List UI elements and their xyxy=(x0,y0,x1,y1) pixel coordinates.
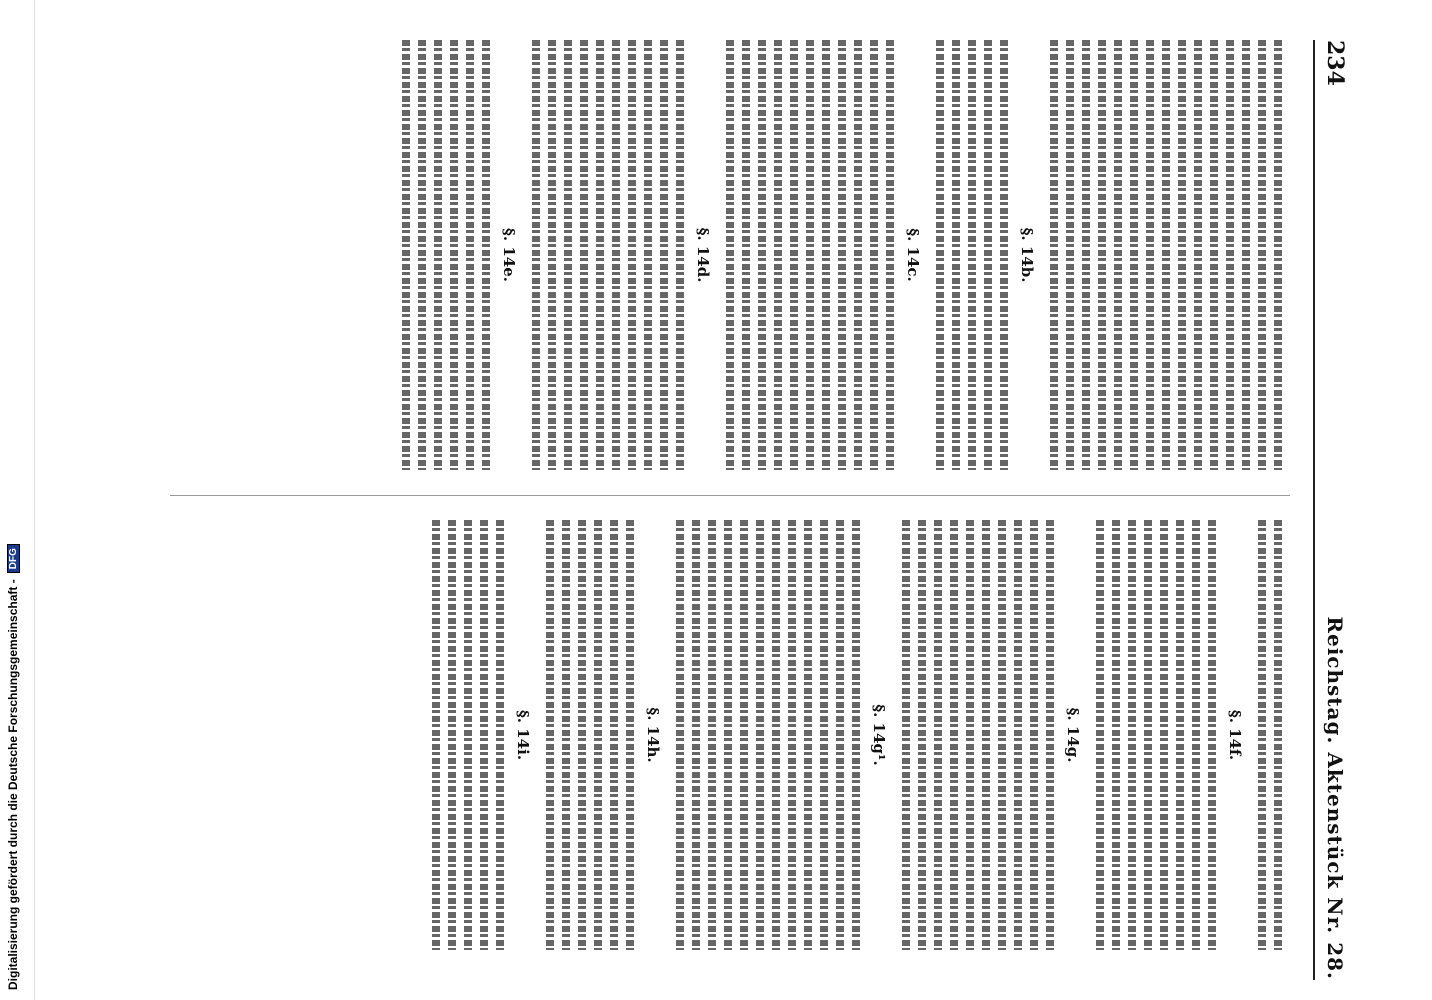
section-heading: §. 14f. xyxy=(1226,709,1244,761)
left-column xyxy=(170,40,1290,470)
dfg-logo-icon: DFG xyxy=(7,544,20,573)
digitization-credit xyxy=(6,544,20,990)
section-heading: §. 14h. xyxy=(644,707,662,763)
column-divider xyxy=(170,495,1290,496)
credit-text: Digitalisierung gefördert durch die Deutsche Forschungsgemeinschaft - xyxy=(6,579,20,990)
section-heading: §. 14g. xyxy=(1064,707,1082,763)
section-heading: §. 14c. xyxy=(904,228,922,282)
section-heading: §. 14g¹. xyxy=(870,704,888,766)
section-heading: §. 14i. xyxy=(514,709,532,761)
section-heading: §. 14b. xyxy=(1018,227,1036,283)
page-number: 234 xyxy=(1322,40,1348,86)
section-heading: §. 14d. xyxy=(694,227,712,283)
right-column xyxy=(170,520,1290,950)
running-head xyxy=(1313,40,1355,980)
digitization-sidebar xyxy=(0,0,35,1000)
running-title: Reichstag. Aktenstück Nr. 28. xyxy=(1323,616,1347,980)
section-heading: §. 14e. xyxy=(500,228,518,282)
document-page xyxy=(110,0,1410,1000)
